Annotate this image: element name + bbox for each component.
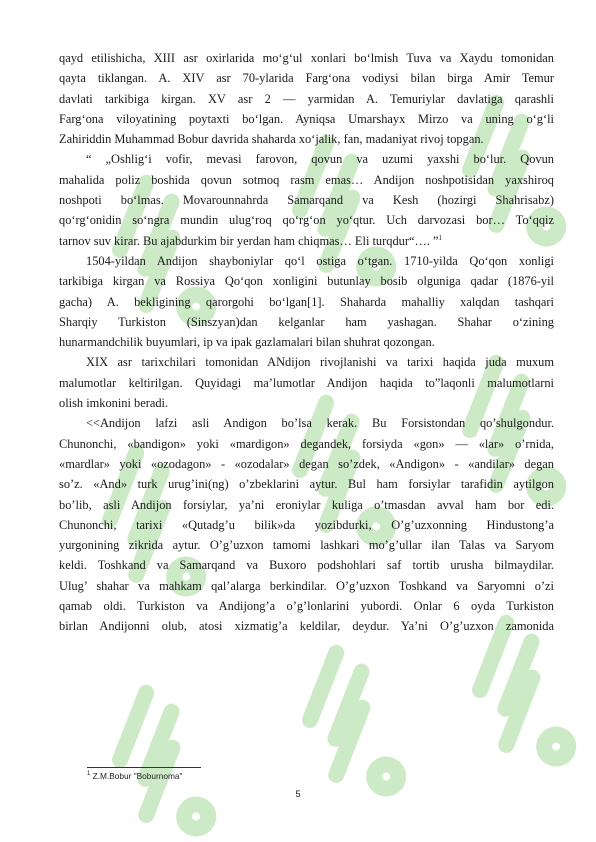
text-line: so’z. «And» turk urug’ini(ng) o’zbeklarini aytur. Bul ham forsiylar tarafidin aytilgon <box>59 477 554 492</box>
text-line: XIX asr tarixchilari tomonidan ANdijon rivojlanishi va tarixi haqida juda muxum <box>86 355 554 370</box>
text-line: Ulug’ shahar va mahkam qal’alarga berkindilar. O’g’uzxon Toshkand va Saryomni o’zi <box>59 578 554 593</box>
text-line: Sharqiy Turkiston (Sinszyan)dan kelganlar ham yashagan. Shahar o‘zining <box>59 314 554 329</box>
footnote <box>87 771 182 781</box>
text-line: davlati tarkibiga kirgan. XV asr 2 — yarmidan A. Temuriylar davlatiga qarashli <box>59 91 554 106</box>
text-line: Zahiriddin Muhammad Bobur davrida shaharda xo‘jalik, fan, madaniyat rivoj topgan. <box>59 132 484 147</box>
text-line: qayd etilishicha, XIII asr oxirlarida mo‘g‘ul xonlari bo‘lmish Tuva va Xaydu tomonidan <box>59 51 554 65</box>
body-text <box>59 48 554 637</box>
text-line: <<Andijon lafzi asli Andigon bo’lsa kerak. Bu Forsistondan qo’shulgondur. <box>86 416 554 431</box>
text-line: qo‘rg‘onidin so‘ngra mundin ulug‘roq qo‘rg‘on yo‘qtur. Uch darvozasi bor… To‘qqiz <box>59 213 554 228</box>
quote-end-line <box>59 231 554 251</box>
watermark-glyph <box>449 617 596 779</box>
text-line: noshpoti bo‘lmas. Movarounnahrda Samarqand va Kesh (hozirgi Shahrisabz) <box>59 193 554 208</box>
footnote-divider <box>87 767 201 768</box>
page-number: 5 <box>295 789 301 800</box>
watermark-glyph <box>279 647 426 809</box>
text-line: yurgonining zikrida aytur. O’g’uzxon tamomi lashkari mo’g’ullar ilan Talas va Saryom <box>59 538 554 553</box>
text-line: tarnov suv kirar. Bu ajabdurkim bir yerdan ham chiqmas… Eli turqdur“…. ” <box>59 233 439 248</box>
text-line: keldi. Toshkand va Samarqand va Buxoro podshohlari saf tortib urusha bilmaydilar. <box>59 558 554 573</box>
text-line: hunarmandchilik buyumlari, ip va ipak gazlamalari bilan shuhrat qozongan. <box>59 335 435 350</box>
text-line: birlan Andijonni olub, atosi xizmatig’a keldilar, deydur. Ya’ni O’g’uzxon zamonida <box>59 619 554 634</box>
text-line: Chunonchi, «bandigon» yoki «mardigon» degandek, forsiyda «gon» — «lar» o’rnida, <box>59 436 554 451</box>
text-line: qayta tiklangan. A. XIV asr 70-ylarida Farg‘ona vodiysi bilan birga Amir Temur <box>59 71 554 86</box>
text-line: Chunonchi, tarixi «Qutadg’u bilik»da yozibdurki, O’g’uzxonning Hindustong’a <box>59 517 554 532</box>
text-line: tarkibiga kirgan va Rossiya Qo‘qon xonligini butunlay bosib olguniga qadar (1876-yil <box>59 274 554 289</box>
text-line: malumotlar keltirilgan. Quyidagi ma’lumotlar Andijon haqida to”laqonli malumotlarni <box>59 375 554 390</box>
text-line: «mardlar» yoki «ozodagon» - «ozodalar» degan so’zdek, «Andigon» - «andilar» degan <box>59 456 554 471</box>
footnote-marker: 1 <box>438 233 443 242</box>
text-line: 1504-yildan Andijon shayboniylar qo‘l ostiga o‘tgan. 1710-yilda Qo‘qon xonligi <box>86 253 554 268</box>
text-line: “ „Oshlig‘i vofir, mevasi farovon, qovun va uzumi yaxshi bo‘lur. Qovun <box>86 152 554 167</box>
watermark-glyph <box>89 687 236 842</box>
text-line: Farg‘ona viloyatining poytaxti bo‘lgan. Ayniqsa Umarshayx Mirzo va uning o‘g‘li <box>59 111 554 126</box>
text-line: qamab oldi. Turkiston va Andijong’a o’g’lonlarini yubordi. Onlar 6 oyda Turkiston <box>59 599 554 614</box>
text-line: mahalida poliz boshida qovun sotmoq rasm emas… Andijon noshpotisidan yaxshiroq <box>59 172 554 187</box>
text-line: bo’lib, asli Andijon forsiylar, ya’ni eroniylar kuliga o’tmasdan avval ham bor edi. <box>59 497 554 512</box>
footnote-text: Z.M.Bobur "Boburnoma" <box>92 771 183 781</box>
footnote-number: 1 <box>87 771 91 778</box>
text-line: olish imkonini beradi. <box>59 396 169 411</box>
text-line: gacha) A. bekligining qarorgohi bo‘lgan[1]. Shaharda mahalliy xalqdan tashqari <box>59 294 554 309</box>
